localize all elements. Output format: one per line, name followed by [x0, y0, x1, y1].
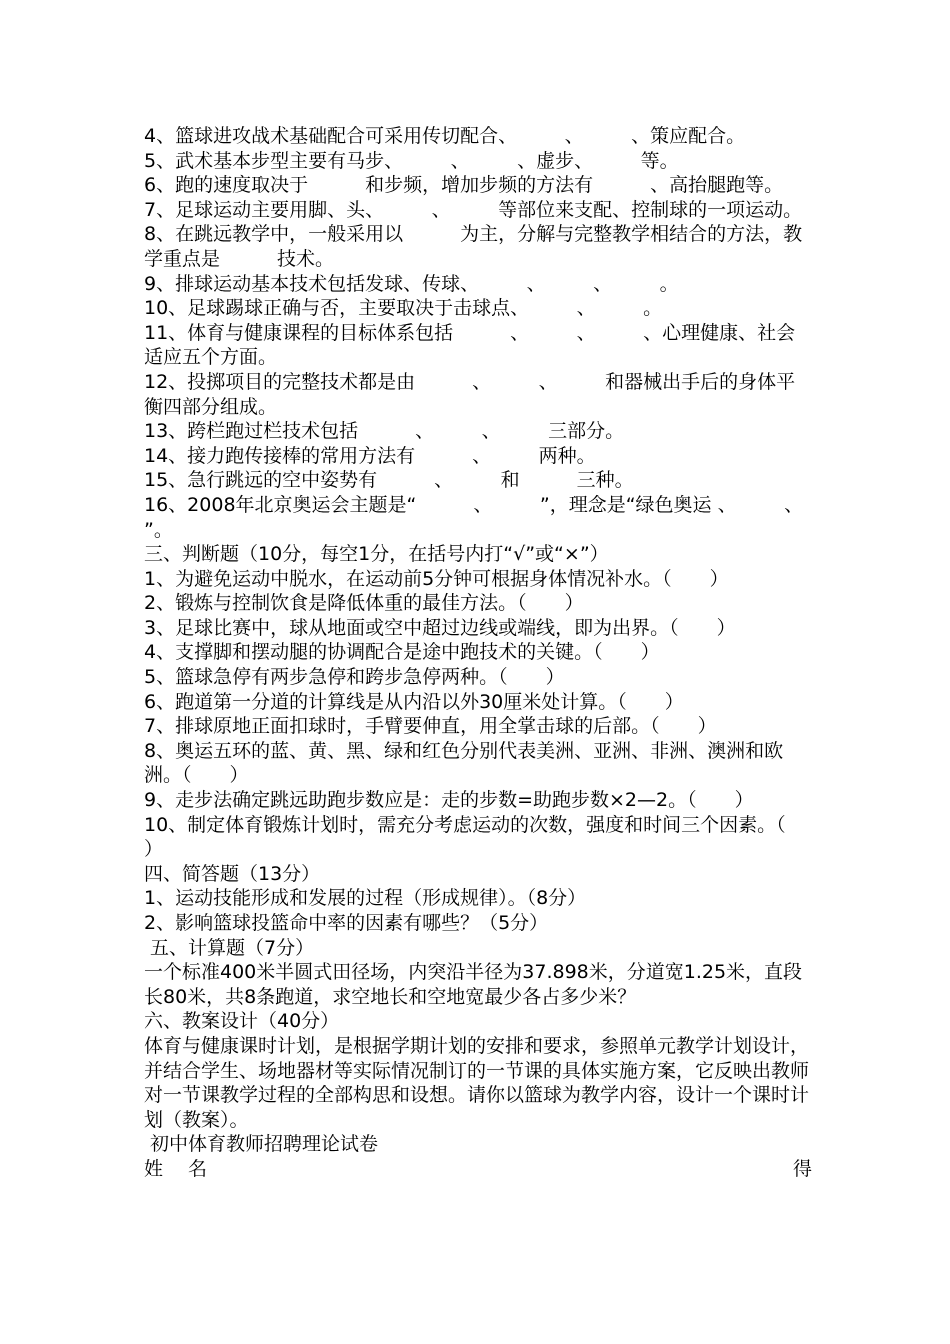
exam-title: 初中体育教师招聘理论试卷 — [144, 1133, 379, 1156]
short-answer-item-2: 2、影响篮球投篮命中率的因素有哪些？（5分） — [144, 912, 549, 934]
judgment-item-4: 4、支撑脚和摆动腿的协调配合是途中跑技术的关键。（ ） — [144, 641, 660, 664]
judgment-item-10: 10、制定体育锻炼计划时，需充分考虑运动的次数，强度和时间三个因素。（ ） — [144, 813, 824, 861]
judgment-item-9: 9、走步法确定跳远助跑步数应是：走的步数=助跑步数×2—2。（ ） — [144, 789, 754, 812]
name-label: 姓 名 — [144, 1157, 208, 1180]
calculation-question: 一个标准400米半圆式田径场，内突沿半径为37.898米，分道宽1.25米，直段长80米，共8条跑道，求空地长和空地宽最少各占多少米？ — [144, 961, 803, 1008]
name-score-row — [144, 1157, 812, 1182]
text-line-3: 6、跑的速度取决于 和步频，增加步频的方法有 、高抬腿跑等。 — [144, 174, 784, 197]
text-line-9: 12、投掷项目的完整技术都是由 、 、 和器械出手后的身体平衡四部分组成。 — [144, 370, 796, 418]
text-line-1: 4、篮球进攻战术基础配合可采用传切配合、 、 、策应配合。 — [144, 125, 746, 147]
short-answer-item-1: 1、运动技能形成和发展的过程（形成规律）。（8分） — [144, 887, 587, 910]
judgment-item-7: 7、排球原地正面扣球时，手臂要伸直，用全掌击球的后部。（ ） — [144, 715, 717, 738]
section-heading-lesson-plan: 六、教案设计（40分） — [144, 1010, 340, 1033]
text-line-8: 11、体育与健康课程的目标体系包括 、 、 、心理健康、社会适应五个方面。 — [144, 321, 796, 369]
section-heading-short-answer: 四、简答题（13分） — [144, 862, 321, 885]
text-line-11: 14、接力跑传接棒的常用方法有 、 两种。 — [144, 444, 596, 467]
text-line-4: 7、足球运动主要用脚、头、 、 等部位来支配、控制球的一项运动。 — [144, 198, 803, 221]
score-label: 得 — [792, 1157, 812, 1180]
text-line-13: 16、2008年北京奥运会主题是“ 、 ”，理念是“绿色奥运 、 、 ”。 — [144, 493, 851, 541]
judgment-item-8: 8、奥运五环的蓝、黄、黑、绿和红色分别代表美洲、亚洲、非洲、澳洲和欧洲。（ ） — [144, 739, 784, 787]
judgment-item-3: 3、足球比赛中，球从地面或空中超过边线或端线，即为出界。（ ） — [144, 616, 736, 639]
lesson-plan-question: 体育与健康课时计划，是根据学期计划的安排和要求，参照单元教学计划设计，并结合学生、场地器材等实际情况制订的一节课的具体实施方案，它反映出教师对一节课教学过程的全部构思和设想。请你以篮球为教学内容，设计一个课时计划（教案）。 — [144, 1034, 810, 1131]
text-line-2: 5、武术基本步型主要有马步、 、 、虚步、 等。 — [144, 149, 679, 172]
judgment-item-5: 5、篮球急停有两步急停和跨步急停两种。（ ） — [144, 666, 565, 689]
text-line-10: 13、跨栏跑过栏技术包括 、 、 三部分。 — [144, 420, 625, 443]
document-body — [144, 124, 851, 1182]
section-heading-judgment: 三、判断题（10分，每空1分，在括号内打“√”或“×”） — [144, 543, 609, 566]
text-line-5: 8、在跳远教学中，一般采用以 为主，分解与完整教学相结合的方法，教学重点是 技术。 — [144, 223, 803, 270]
text-line-6: 9、排球运动基本技术包括发球、传球、 、 、 。 — [144, 272, 679, 295]
judgment-item-1: 1、为避免运动中脱水，在运动前5分钟可根据身体情况补水。（ ） — [144, 567, 729, 590]
text-line-7: 10、足球踢球正确与否，主要取决于击球点、 、 。 — [144, 297, 663, 320]
judgment-item-2: 2、锻炼与控制饮食是降低体重的最佳方法。（ ） — [144, 592, 584, 615]
text-line-12: 15、急行跳远的空中姿势有 、 和 三种。 — [144, 469, 634, 492]
judgment-item-6: 6、跑道第一分道的计算线是从内沿以外30厘米处计算。（ ） — [144, 690, 684, 713]
section-heading-calculation: 五、计算题（7分） — [144, 936, 315, 959]
